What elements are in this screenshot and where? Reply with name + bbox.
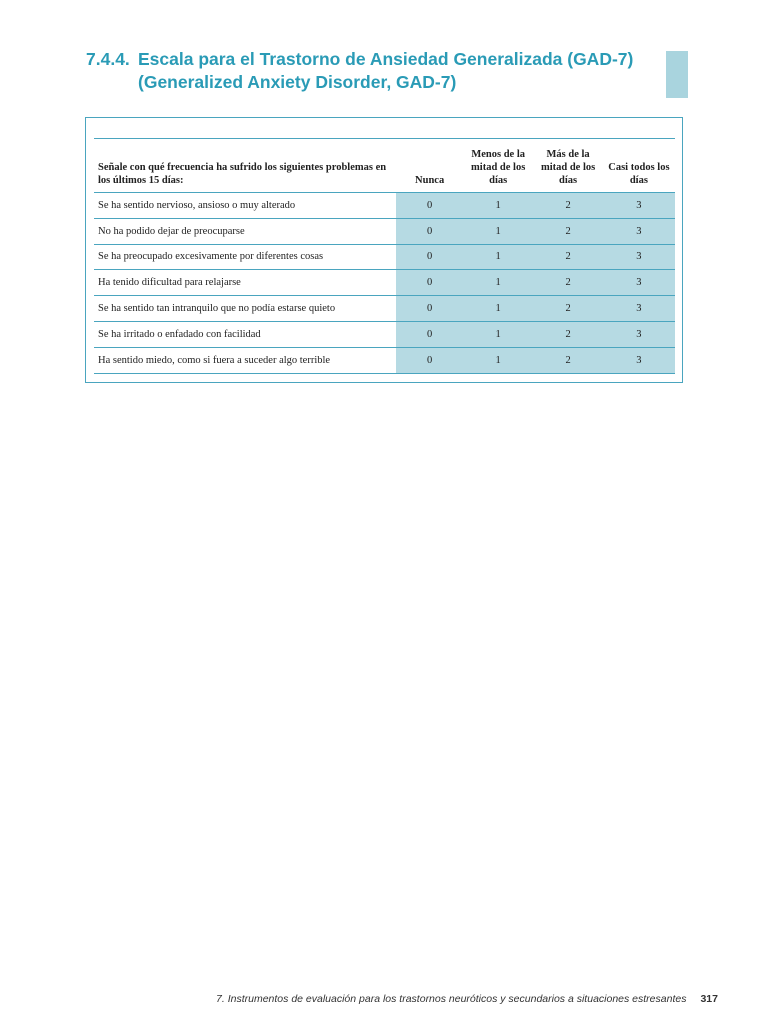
score-cell: 1 [463, 193, 533, 219]
table-row [94, 321, 675, 347]
score-cell: 2 [533, 347, 602, 373]
score-cell: 1 [463, 218, 533, 244]
page-number: 317 [700, 993, 718, 1005]
score-cell: 0 [396, 347, 463, 373]
score-cell: 2 [533, 193, 602, 219]
gad7-table [94, 138, 675, 374]
footer-chapter-text: 7. Instrumentos de evaluación para los trastornos neuróticos y secundarios a situaciones estresantes [216, 993, 687, 1005]
column-header-nunca: Nunca [415, 175, 445, 186]
score-cell: 2 [533, 296, 602, 322]
item-text: Se ha irritado o enfadado con facilidad [98, 328, 261, 340]
score-cell: 0 [396, 270, 463, 296]
table-row [94, 193, 675, 219]
score-cell: 1 [463, 296, 533, 322]
score-cell: 3 [603, 347, 675, 373]
score-cell: 2 [533, 270, 602, 296]
score-cell: 0 [396, 193, 463, 219]
page-footer [216, 993, 718, 1005]
score-cell: 0 [396, 321, 463, 347]
score-cell: 2 [533, 218, 602, 244]
table-row [94, 347, 675, 373]
column-header-casi-todos: Casi todos los días [608, 162, 670, 186]
item-text: Se ha sentido tan intranquilo que no podía estarse quieto [98, 303, 336, 315]
item-text: Se ha sentido nervioso, ansioso o muy alterado [98, 199, 296, 211]
score-cell: 3 [603, 218, 675, 244]
score-cell: 2 [533, 244, 602, 270]
score-cell: 3 [603, 296, 675, 322]
score-cell: 0 [396, 218, 463, 244]
score-cell: 1 [463, 321, 533, 347]
table-row [94, 218, 675, 244]
item-text: Ha tenido dificultad para relajarse [98, 277, 241, 289]
chapter-tab-marker [666, 51, 688, 98]
table-row [94, 244, 675, 270]
section-title-line-2: (Generalized Anxiety Disorder, GAD-7) [138, 72, 457, 92]
score-cell: 0 [396, 296, 463, 322]
table-row [94, 270, 675, 296]
column-header-menos-mitad: Menos de la mitad de los días [471, 149, 526, 186]
score-cell: 2 [533, 321, 602, 347]
section-heading [86, 48, 666, 94]
column-header-mas-mitad: Más de la mitad de los días [540, 149, 596, 186]
question-header: Señale con qué frecuencia ha sufrido los siguientes problemas en los últimos 15 días: [98, 162, 387, 186]
score-cell: 3 [603, 244, 675, 270]
score-cell: 3 [603, 321, 675, 347]
score-cell: 1 [463, 244, 533, 270]
item-text: Se ha preocupado excesivamente por diferentes cosas [98, 251, 324, 263]
item-text: No ha podido dejar de preocuparse [98, 225, 245, 237]
section-number: 7.4.4. [86, 49, 130, 69]
score-cell: 0 [396, 244, 463, 270]
score-cell: 3 [603, 193, 675, 219]
score-cell: 3 [603, 270, 675, 296]
item-text: Ha sentido miedo, como si fuera a suceder algo terrible [98, 354, 331, 366]
table-row [94, 296, 675, 322]
score-cell: 1 [463, 270, 533, 296]
score-cell: 1 [463, 347, 533, 373]
section-title-line-1: Escala para el Trastorno de Ansiedad Generalizada (GAD-7) [138, 49, 634, 69]
table-header-row [94, 139, 675, 193]
